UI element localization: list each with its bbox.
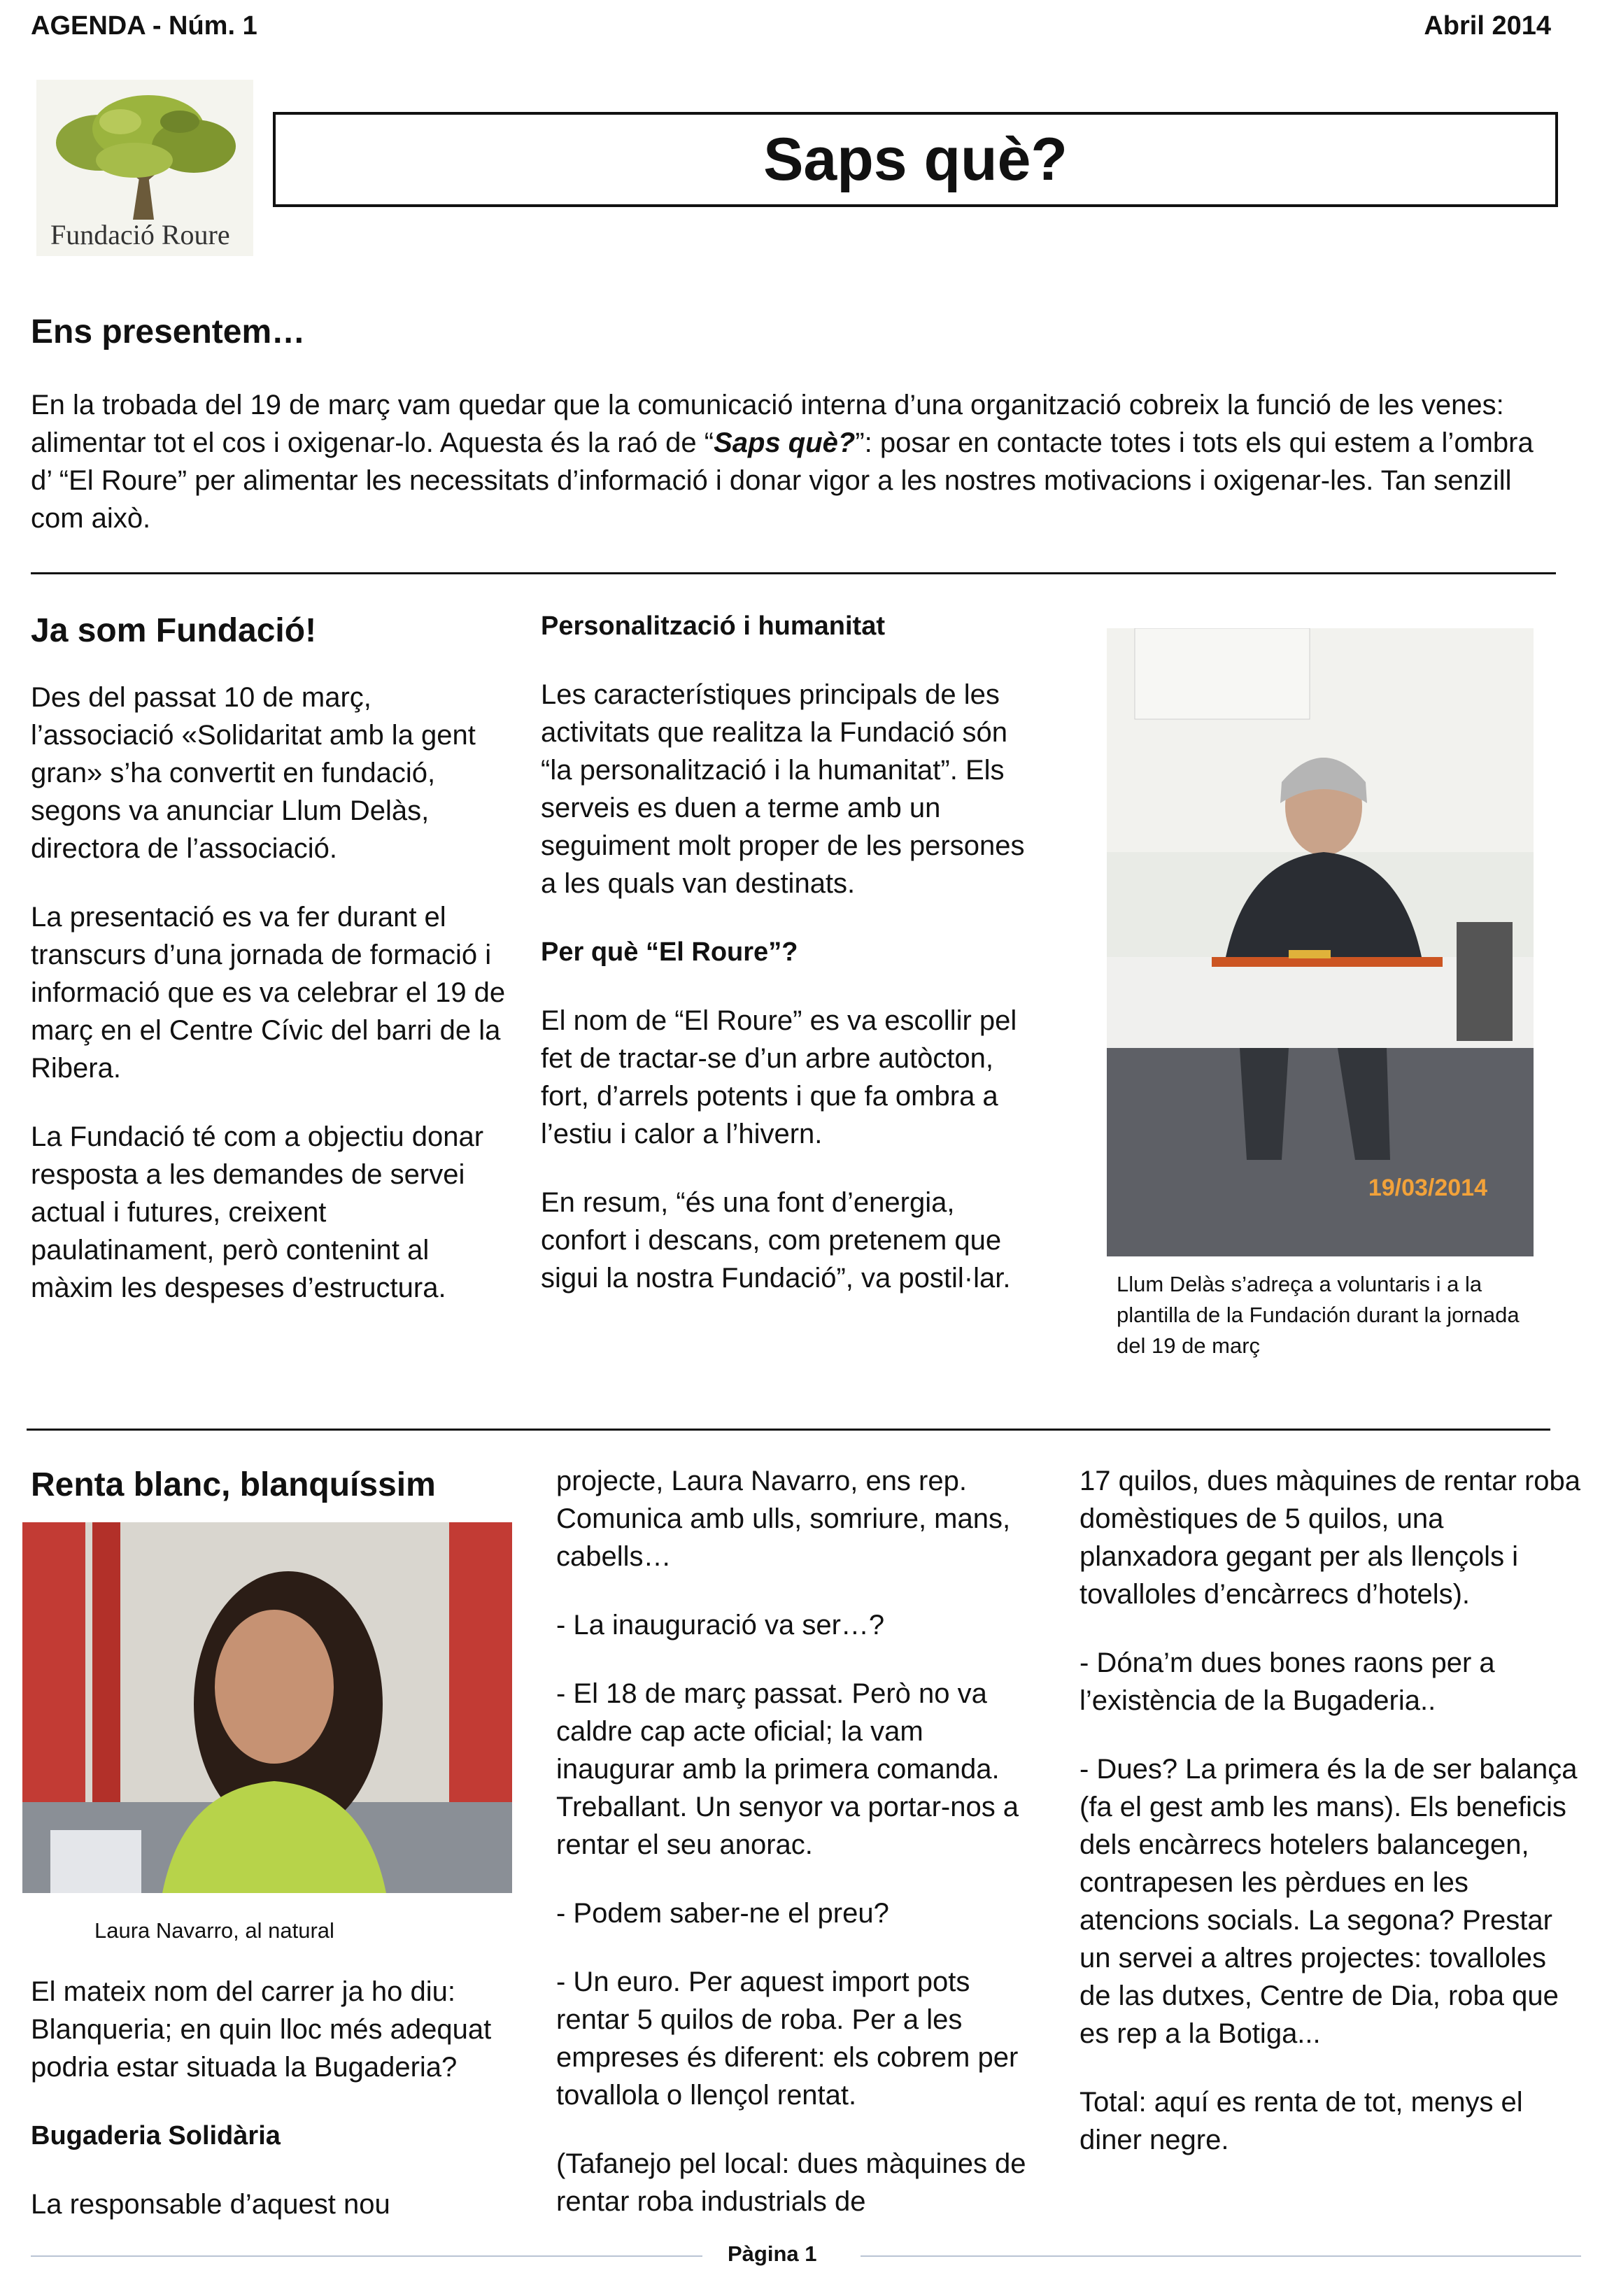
article2-paragraph: - Dues? La primera és la de ser balança (fa el gest amb les mans). Els beneficis dels encàrrecs hotelers balancegen, contrapesen les pèrdues en les atencions socials. La segona? Prestar un servei a altres projectes: tovalloles de las dutxes, Centre de Dia, roba que es rep a la Botiga... (1079, 1754, 1578, 2049)
article1-paragraph: La Fundació té com a objectiu donar resposta a les demandes de servei actual i futures, creixent paulatinament, però contenint al màxim les despeses d’estructura. (31, 1121, 484, 1303)
subheading: Bugaderia Solidària (31, 2121, 281, 2150)
article2-paragraph: - El 18 de març passat. Però no va caldre cap acte oficial; la vam inaugurar amb la primera comanda. Treballant. Un senyor va portar-nos a rentar el seu anorac. (556, 1678, 1019, 1860)
article2-heading: Renta blanc, blanquíssim (31, 1466, 436, 1503)
article1-paragraph: Les característiques principals de les activitats que realitza la Fundació són “la personalització i la humanitat”. Els serveis es duen a terme amb un seguiment molt proper de les persones a les quals van destinats. (541, 679, 1025, 899)
fundacio-roure-logo (36, 80, 253, 256)
article1-paragraph: En resum, “és una font d’energia, confort i descans, com pretenem que sigui la nostra Fundació”, va postil·lar. (541, 1187, 1011, 1294)
article2-column3 (1079, 1462, 1583, 2190)
article2-paragraph: - La inauguració va ser…? (556, 1610, 885, 1640)
article2-paragraph: - Podem saber-ne el preu? (556, 1898, 889, 1929)
article2-paragraph: 17 quilos, dues màquines de rentar roba domèstiques de 5 quilos, una planxadora gegant per als llençols i tovalloles d’encàrrecs d’hotels). (1079, 1466, 1581, 1610)
photo-date-stamp: 19/03/2014 (1368, 1175, 1487, 1201)
subheading: Per què “El Roure”? (541, 937, 798, 967)
section-divider (27, 1429, 1550, 1431)
footer-line-left (31, 2255, 702, 2257)
section-divider (31, 572, 1556, 574)
event-photo (1107, 628, 1534, 1256)
article2-paragraph: projecte, Laura Navarro, ens rep. Comunica amb ulls, somriure, mans, cabells… (556, 1466, 1011, 1572)
intro-paragraph: En la trobada del 19 de març vam quedar que la comunicació interna d’una organització cobreix la funció de les venes: alimentar tot el cos i oxigenar-lo. Aquesta és la raó de “Saps què?”: posar en contacte totes i tots els qui estem a l’ombra d’ “El Roure” per alimentar les necessitats d’informació i donar vigor a les nostres motivacions i oxigenar-les. Tan senzill com això. (31, 390, 1534, 534)
article2-column1 (31, 1973, 521, 2254)
article1-column2 (541, 607, 1045, 1328)
masthead-title: Saps què? (273, 112, 1558, 207)
footer-line-right (861, 2255, 1581, 2257)
intro-heading: Ens presentem… (31, 313, 306, 350)
article1-heading: Ja som Fundació! (31, 612, 317, 649)
page-number: Pàgina 1 (728, 2241, 817, 2266)
article2-paragraph: El mateix nom del carrer ja ho diu: Blanqueria; en quin lloc més adequat podria estar situada la Bugaderia? (31, 1976, 492, 2083)
article1-paragraph: El nom de “El Roure” es va escollir pel fet de tractar-se d’un arbre autòcton, fort, d’arrels potents i que fa ombra a l’estiu i calor a l’hivern. (541, 1005, 1017, 1149)
portrait-photo (22, 1522, 512, 1893)
article1-paragraph: Des del passat 10 de març, l’associació «Solidaritat amb la gent gran» s’ha convertit en fundació, segons va anunciar Llum Delàs, directora de l’associació. (31, 682, 476, 864)
logo-text: Fundació Roure (50, 219, 230, 250)
article2-paragraph: Total: aquí es renta de tot, menys el diner negre. (1079, 2087, 1523, 2155)
subheading: Personalització i humanitat (541, 611, 885, 641)
article2-paragraph: La responsable d’aquest nou (31, 2189, 390, 2220)
article1-paragraph: La presentació es va fer durant el transcurs d’una jornada de formació i informació que es va celebrar el 19 de març en el Centre Cívic del barri de la Ribera. (31, 902, 506, 1084)
article2-column2 (556, 1462, 1046, 2251)
article2-paragraph: - Un euro. Per aquest import pots rentar 5 quilos de roba. Per a les empreses és diferent: els cobrem per tovallola o llençol rentat. (556, 1967, 1019, 2111)
article2-paragraph: - Dóna’m dues bones raons per a l’existència de la Bugaderia.. (1079, 1647, 1495, 1716)
photo-caption: Llum Delàs s’adreça a voluntaris i a la plantilla de la Fundación durant la jornada del 19 de març (1117, 1272, 1520, 1358)
article2-paragraph: (Tafanejo pel local: dues màquines de rentar roba industrials de (556, 2148, 1026, 2217)
issue-label: AGENDA - Núm. 1 (31, 11, 257, 41)
article1-column1 (31, 679, 514, 1338)
issue-date: Abril 2014 (1424, 11, 1551, 41)
portrait-caption: Laura Navarro, al natural (94, 1918, 334, 1943)
